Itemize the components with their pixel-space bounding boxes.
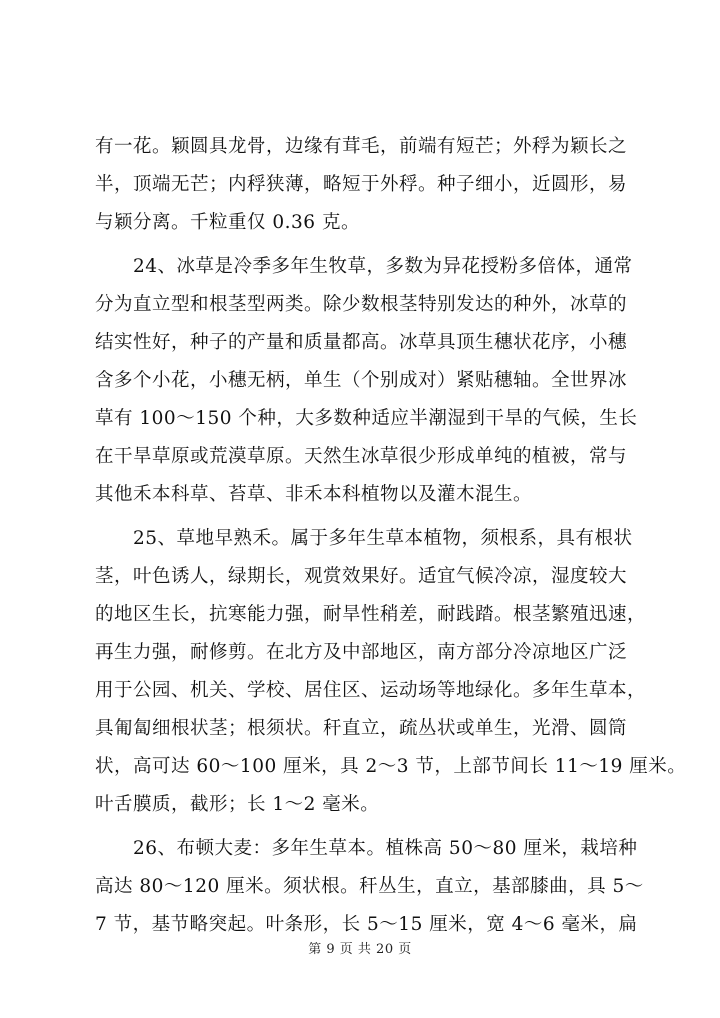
text-line: 在干旱草原或荒漠草原。天然生冰草很少形成单纯的植被，常与: [95, 446, 628, 467]
text-line: 高达 80～120 厘米。须状根。秆丛生，直立，基部膝曲，具 5～: [95, 876, 644, 897]
page-number-footer: 第 9 页 共 20 页: [308, 942, 412, 957]
paragraph-item-26: [95, 830, 644, 944]
text-line: 叶舌膜质，截形；长 1～2 毫米。: [95, 794, 380, 815]
text-line: 7 节，基节略突起。叶条形，长 5～15 厘米，宽 4～6 毫米，扁: [95, 914, 638, 935]
paragraph-item-24: [95, 248, 638, 514]
text-line: 25、草地早熟禾。属于多年生草本植物，须根系，具有根状: [133, 528, 633, 549]
text-line: 其他禾本科草、苔草、非禾本科植物以及灌木混生。: [95, 484, 533, 505]
paragraph-item-25: [95, 520, 687, 824]
text-line: 具匍匐细根状茎；根须状。秆直立，疏丛状或单生，光滑、圆筒: [95, 718, 628, 739]
text-line: 半，顶端无芒；内稃狭薄，略短于外稃。种子细小，近圆形，易: [95, 174, 628, 195]
text-line: 茎，叶色诱人，绿期长，观赏效果好。适宜气候冷凉，湿度较大: [95, 566, 628, 587]
text-line: 24、冰草是冷季多年生牧草，多数为异花授粉多倍体，通常: [133, 256, 633, 277]
text-line: 再生力强，耐修剪。在北方及中部地区，南方部分冷凉地区广泛: [95, 642, 628, 663]
text-line: 的地区生长，抗寒能力强，耐旱性稍差，耐践踏。根茎繁殖迅速，: [95, 604, 647, 625]
text-line: 分为直立型和根茎型两类。除少数根茎特别发达的种外，冰草的: [95, 294, 628, 315]
text-line: 草有 100～150 个种，大多数种适应半潮湿到干旱的气候，生长: [95, 408, 638, 429]
text-line: 有一花。颖圆具龙骨，边缘有茸毛，前端有短芒；外稃为颖长之: [95, 136, 628, 157]
text-line: 结实性好，种子的产量和质量都高。冰草具顶生穗状花序，小穗: [95, 332, 628, 353]
text-line: 26、布顿大麦：多年生草本。植株高 50～80 厘米，栽培种: [133, 838, 638, 859]
text-line: 与颖分离。千粒重仅 0.36 克。: [95, 212, 360, 233]
text-line: 用于公园、机关、学校、居住区、运动场等地绿化。多年生草本，: [95, 680, 647, 701]
document-body: [95, 128, 687, 950]
paragraph-continuation: [95, 128, 635, 242]
text-line: 含多个小花，小穗无柄，单生（个别成对）紧贴穗轴。全世界冰: [95, 370, 628, 391]
text-line: 状，高可达 60～100 厘米，具 2～3 节，上部节间长 11～19 厘米。: [95, 756, 687, 777]
